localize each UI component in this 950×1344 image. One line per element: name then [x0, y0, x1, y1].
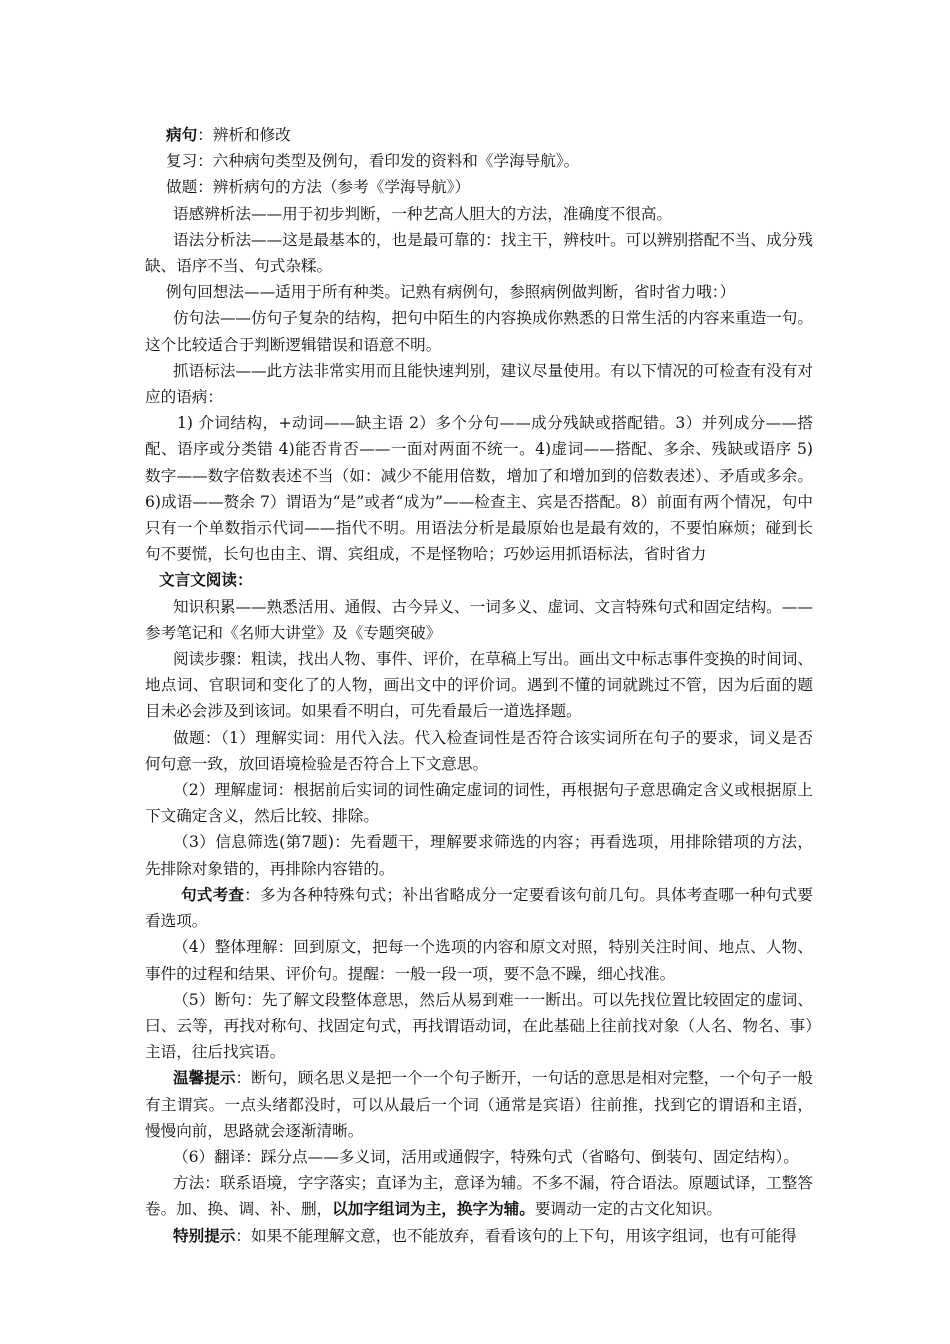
paragraph-tebietishi: 特别提示：如果不能理解文意，也不能放弃，看看该句的上下句，用该字组词，也有可能得: [173, 1225, 797, 1245]
paragraph-xuci: （2）理解虚词：根据前后实词的词性确定虚词的词性，再根据句子意思确定含义或根据原上下文确定含义，然后比较、排除。: [145, 781, 813, 826]
paragraph-method-title: 做题：辨析病句的方法（参考《学海导航》）: [166, 178, 471, 197]
bold-label: 病句: [166, 125, 198, 144]
paragraph-zhishijilei: 知识积累——熟悉活用、通假、古今异义、一词多义、虚词、文言特殊句式和固定结构。——参考笔记和《名师大讲堂》及《专题突破》: [145, 597, 813, 642]
paragraph-duanju: （5）断句：先了解文段整体意思，然后从易到难一一断出。可以先找位置比较固定的虚词、曰、云等，再找对称句、找固定句式，再找谓语动词，在此基础上往前找对象（人名、物名、事）主语，往后找宾语。: [145, 990, 813, 1062]
paragraph-yuedubuzhou: 阅读步骤：粗读，找出人物、事件、评价，在草稿上写出。画出文中标志事件变换的时间词、地点词、官职词和变化了的人物，画出文中的评价词。遇到不懂的词就跳过不管，因为后面的题目未必会涉及到该词。如果看不明白，可先看最后一道选择题。: [145, 650, 813, 721]
heading-wenyanwen: 文言文阅读：: [159, 570, 253, 590]
paragraph-yugan: 语感辨析法——用于初步判断，一种艺高人胆大的方法，准确度不很高。: [173, 204, 673, 223]
bold-emphasis: 以加字组词为主，换字为辅。: [332, 1199, 535, 1219]
paragraph-lijuhuixiang: 例句回想法——适用于所有种类。记熟有病例句，参照病例做判断，省时省力哦：）: [166, 283, 736, 302]
document-page: [145, 122, 813, 1249]
paragraph-fangju: 仿句法——仿句子复杂的结构，把句中陌生的内容换成你熟悉的日常生活的内容来重造一句。这个比较适合于判断逻辑错误和语意不明。: [145, 309, 813, 354]
paragraph-xinxishaixuan: （3）信息筛选(第7题)：先看题干，理解要求筛选的内容；再看选项，用排除错项的方法，先排除对象错的，再排除内容错的。: [145, 833, 813, 878]
paragraph-biaozhi-list: 1) 介词结构，+动词——缺主语 2）多个分句——成分残缺或搭配错。3）并列成分——搭配、语序或分类错 4)能否肯否——一面对两面不统一。4)虚词——搭配、多余、残缺或语序 5) 数字——数字倍数表述不当（如：减少不能用倍数，增加了和增加到的倍数表述）、矛盾或多余。6)成语——赘余 7）谓语为“是”或者“成为”——检查主、宾是否搭配。8）前面有两个情况，句中只有一个单数指示代词——指代不明。用语法分析是最原始也是最有效的，不要怕麻烦；碰到长句不要慌，长句也由主、谓、宾组成，不是怪物哈；巧妙运用抓语标法，省时省力: [145, 414, 813, 564]
paragraph-jushikaocha: 句式考查：多为各种特殊句式；补出省略成分一定要看该句前几句。具体考查哪一种句式要看选项。: [145, 884, 813, 931]
paragraph-review: 复习：六种病句类型及例句，看印发的资料和《学海导航》。: [166, 152, 580, 171]
bold-label: 句式考查: [181, 884, 245, 904]
paragraph-wenxintishi: 温馨提示：断句，顾名思义是把一个一个句子断开，一句话的意思是相对完整，一个句子一般有主谓宾。一点头绪都没时，可以从最后一个词（通常是宾语）往前推，找到它的谓语和主语，慢慢向前，思路就会逐渐清晰。: [145, 1068, 813, 1140]
paragraph-fanyi: （6）翻译：踩分点——多义词，活用或通假字，特殊句式（省略句、倒装句、固定结构）。: [173, 1147, 799, 1166]
bold-label: 温馨提示: [173, 1068, 236, 1088]
paragraph-yufa: 语法分析法——这是最基本的，也是最可靠的：找主干，辨枝叶。可以辨别搭配不当、成分残缺、语序不当、句式杂糅。: [145, 230, 813, 276]
paragraph-fangfa: 方法：联系语境，字字落实；直译为主，意译为辅。不多不漏，符合语法。原题试译，工整答卷。加、换、调、补、删，以加字组词为主，换字为辅。要调动一定的古文化知识。: [145, 1174, 813, 1219]
heading-bingju: 病句：辨析和修改: [166, 125, 291, 144]
paragraph-zhuayubiao: 抓语标法——此方法非常实用而且能快速判别，建议尽量使用。有以下情况的可检查有没有对应的语病：: [145, 361, 813, 407]
paragraph-zhengtilijie: （4）整体理解：回到原文，把每一个选项的内容和原文对照，特别关注时间、地点、人物、事件的过程和结果、评价句。提醒：一般一段一项，要不急不躁，细心找准。: [145, 938, 813, 983]
paragraph-shici: 做题：（1）理解实词：用代入法。代入检查词性是否符合该实词所在句子的要求，词义是否何句意一致，放回语境检验是否符合上下文意思。: [145, 728, 813, 773]
bold-label: 特别提示: [173, 1225, 236, 1245]
